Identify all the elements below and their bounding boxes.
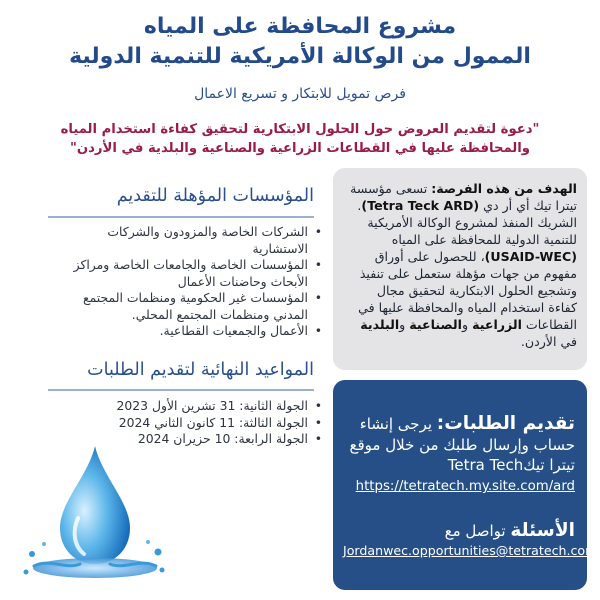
questions-heading: الأسئلة (510, 520, 575, 541)
and-2: و (399, 317, 410, 332)
list-item: • الجولة الثانية: 31 تشرين الأول 2023 (72, 398, 322, 415)
deadlines-heading: المواعيد النهائية لتقديم الطلبات (87, 360, 314, 380)
purpose-label: الهدف من هذه الفرصة: (431, 181, 577, 196)
sector-agri: الزراعية (472, 317, 522, 332)
contact-email-link[interactable]: Jordanwec.opportunities@tetratech.com (343, 543, 598, 558)
eligible-heading: المؤسسات المؤهلة للتقديم (116, 186, 314, 206)
apply-text (343, 414, 575, 476)
and-1: و (461, 317, 473, 332)
call-line-1: "دعوة لتقديم العروض حول الحلول الابتكارية لتحقيق كفاءة استخدام المياه (60, 122, 540, 137)
sector-muni: البلدية (360, 317, 400, 332)
eligible-list (52, 224, 322, 340)
subtitle: فرص تمويل للابتكار و تسريع الاعمال (194, 86, 406, 102)
apply-link[interactable]: https://tetratech.my.site.com/ard (355, 479, 575, 494)
apply-panel (333, 380, 598, 590)
title-line-2: الممول من الوكالة الأمريكية للتنمية الدولية (69, 44, 531, 69)
purpose-text-4: في الأردن. (520, 334, 577, 349)
list-item: • المؤسسات الخاصة والجامعات الخاصة ومراكز الأبحاث وحاضنات الأعمال (52, 257, 322, 290)
list-item: • الأعمال والجمعيات القطاعية. (52, 323, 322, 340)
title-line-1: مشروع المحافظة على المياه (143, 14, 457, 39)
eligible-divider (48, 216, 314, 218)
purpose-text-3: ، للحصول على أوراق مفهوم من جهات مؤهلة ستعمل على تنفيذ وتشجيع الحلول الابتكارية لتحقيق مجال كفاءة استخدام المياه والمحافظة عليها في القطاعات (358, 249, 577, 332)
list-item: • الشركات الخاصة والمزودون والشركات الاستشارية (52, 224, 322, 257)
purpose-text-2: . الشريك المنفذ لمشروع الوكالة الأمريكية للتنمية الدولية للمحافظة على المياه (357, 198, 577, 247)
questions-text: تواصل مع (444, 522, 511, 540)
questions-row (343, 520, 575, 541)
water-drop-icon (20, 440, 170, 590)
list-item: • الجولة الثالثة: 11 كانون الثاني 2024 (72, 415, 322, 432)
purpose-panel (333, 168, 587, 370)
sector-indus: الصناعية (409, 317, 462, 332)
tetra-ard-name: (Tetra Teck ARD) (361, 198, 480, 213)
call-line-2: والمحافظة عليها في القطاعات الزراعية والصناعية والبلدية في الأردن" (70, 141, 530, 156)
apply-body: يرجى إنشاء حساب وإرسال طلبك من خلال موقع تيترا تيكTetra Tech (349, 415, 575, 474)
usaid-wec-name: (USAID-WEC) (484, 249, 577, 264)
list-item: • الجولة الرابعة: 10 حزيران 2024 (72, 431, 322, 448)
purpose-text-1: تسعى مؤسسة تيترا تيك أي أر دي (350, 181, 577, 213)
deadlines-divider (48, 389, 314, 391)
list-item: • المؤسسات غير الحكومية ومنظمات المجتمع المدني ومنظمات المجتمع المحلي. (52, 290, 322, 323)
apply-heading: تقديم الطلبات: (436, 413, 575, 434)
